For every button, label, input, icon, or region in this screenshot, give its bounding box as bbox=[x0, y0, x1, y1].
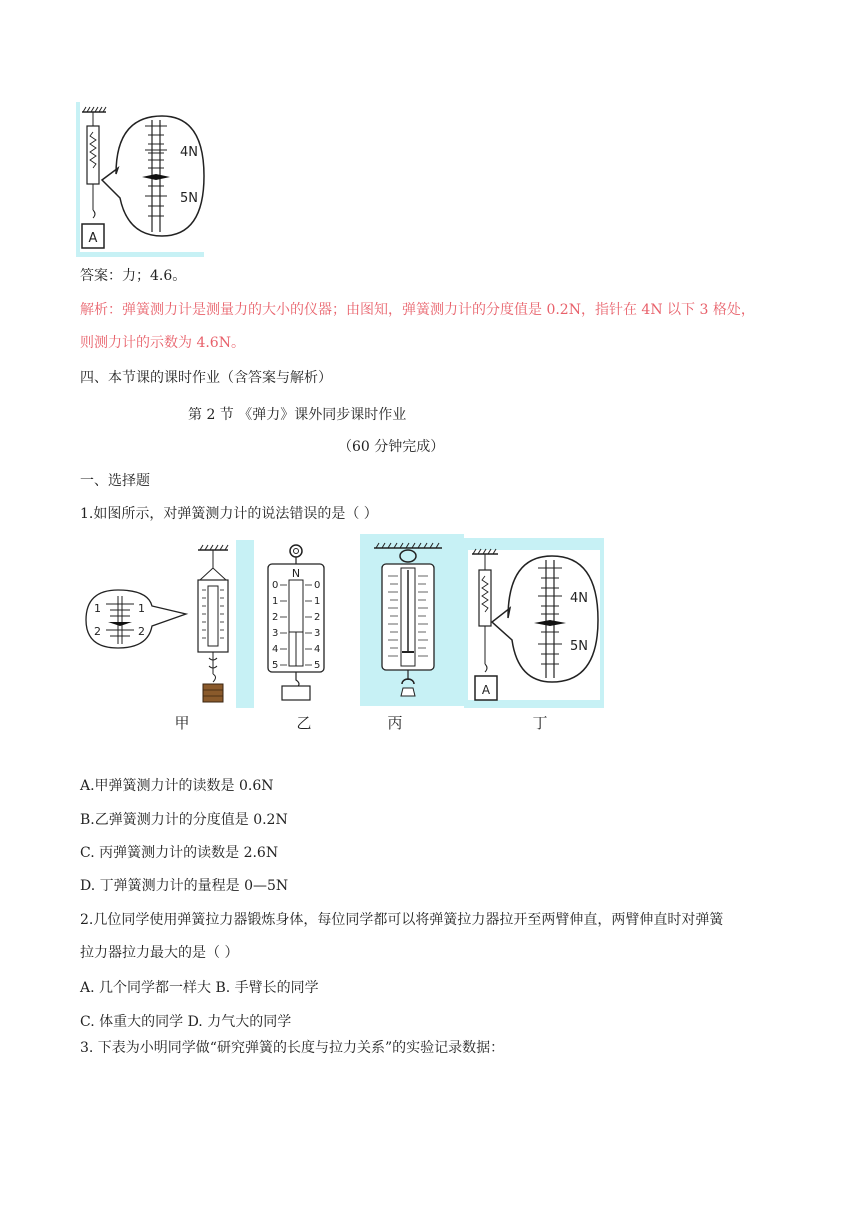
yi-tick-0-right: 0 bbox=[314, 580, 321, 591]
ding-scale-label-5n: 5N bbox=[570, 639, 588, 654]
yi-tick-0-left: 0 bbox=[272, 580, 279, 591]
scale-ding bbox=[468, 549, 600, 700]
q1-stem: 1.如图所示，对弹簧测力计的说法错误的是（ ） bbox=[80, 506, 378, 522]
jia-zoom-label-2-left: 2 bbox=[94, 625, 101, 638]
yi-tick-5-left: 5 bbox=[272, 660, 279, 671]
part-heading: 一、选择题 bbox=[80, 473, 150, 489]
q1-spring-scales-figure bbox=[82, 534, 606, 734]
q1-option-d: D. 丁弹簧测力计的量程是 0—5N bbox=[80, 878, 289, 894]
caption-jia: 甲 bbox=[174, 714, 190, 732]
q2-options-line-2: C. 体重大的同学 D. 力气大的同学 bbox=[80, 1014, 292, 1030]
yi-tick-2-left: 2 bbox=[272, 612, 279, 623]
yi-tick-4-right: 4 bbox=[314, 644, 321, 655]
q1-option-b: B.乙弹簧测力计的分度值是 0.2N bbox=[80, 812, 288, 828]
yi-tick-1-left: 1 bbox=[272, 596, 279, 607]
homework-title: 第 2 节 《弹力》课外同步课时作业 bbox=[188, 407, 407, 423]
yi-tick-4-left: 4 bbox=[272, 644, 279, 655]
caption-ding: 丁 bbox=[532, 714, 548, 732]
yi-unit-label: N bbox=[291, 567, 301, 580]
scale-jia bbox=[86, 545, 228, 702]
yi-tick-1-right: 1 bbox=[314, 596, 321, 607]
jia-zoom-label-1-left: 1 bbox=[94, 602, 101, 615]
yi-tick-3-right: 3 bbox=[314, 628, 321, 639]
section-heading: 四、本节课的课时作业（含答案与解析） bbox=[80, 370, 332, 386]
ding-scale-label-4n: 4N bbox=[570, 591, 588, 606]
caption-yi: 乙 bbox=[296, 714, 312, 732]
time-note: （60 分钟完成） bbox=[338, 439, 445, 455]
jia-zoom-label-1-right: 1 bbox=[138, 602, 145, 615]
analysis-line-1: 解析：弹簧测力计是测量力的大小的仪器；由图知，弹簧测力计的分度值是 0.2N，指针在 4N 以下 3 格处， bbox=[80, 302, 755, 318]
yi-tick-5-right: 5 bbox=[314, 660, 321, 671]
top-figure-scale-label-4n: 4N bbox=[180, 145, 198, 160]
ding-weight-label: A bbox=[481, 683, 491, 697]
jia-zoom-label-2-right: 2 bbox=[138, 625, 145, 638]
answer-line: 答案：力；4.6。 bbox=[80, 268, 187, 284]
q2-stem-line-1: 2.几位同学使用弹簧拉力器锻炼身体，每位同学都可以将弹簧拉力器拉开至两臂伸直，两臂伸直时对弹簧 bbox=[80, 912, 724, 928]
analysis-line-2: 则测力计的示数为 4.6N。 bbox=[80, 335, 245, 351]
q1-option-c: C. 丙弹簧测力计的读数是 2.6N bbox=[80, 845, 279, 861]
q3-stem: 3. 下表为小明同学做“研究弹簧的长度与拉力关系”的实验记录数据： bbox=[80, 1040, 505, 1056]
top-figure-scale-label-5n: 5N bbox=[180, 191, 198, 206]
q2-stem-line-2: 拉力器拉力最大的是（ ） bbox=[80, 945, 239, 961]
yi-tick-3-left: 3 bbox=[272, 628, 279, 639]
scale-yi bbox=[268, 545, 324, 700]
q2-options-line-1: A. 几个同学都一样大 B. 手臂长的同学 bbox=[80, 980, 319, 996]
top-spring-scale-figure bbox=[76, 102, 206, 258]
yi-tick-2-right: 2 bbox=[314, 612, 321, 623]
caption-bing: 丙 bbox=[387, 714, 403, 732]
q1-option-a: A.甲弹簧测力计的读数是 0.6N bbox=[80, 778, 274, 794]
top-figure-weight-label: A bbox=[88, 231, 98, 246]
